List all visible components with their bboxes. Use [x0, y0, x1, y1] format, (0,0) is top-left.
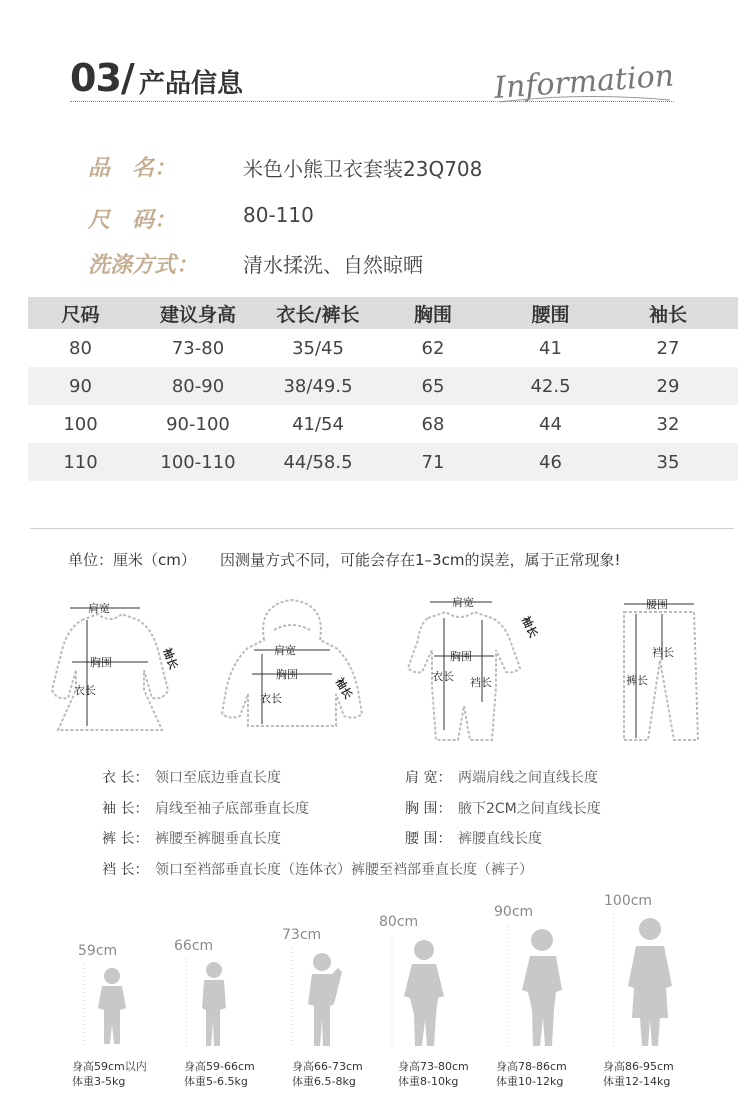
kid-silhouette-icon	[288, 948, 352, 1050]
table-cell: 71	[421, 451, 445, 473]
info-value-size: 80-110	[243, 203, 314, 227]
table-cell: 29	[656, 375, 680, 397]
kid-caption-weight: 体重6.5-8kg	[292, 1075, 356, 1088]
header-cell-length: 衣长/裤长	[276, 303, 360, 326]
table-row	[28, 367, 738, 405]
pants-diagram	[608, 590, 708, 750]
script-text: Information	[493, 58, 676, 106]
size-table	[28, 297, 738, 481]
table-cell: 73-80	[171, 337, 225, 359]
def-value: 领口至裆部垂直长度（连体衣）裤腰至裆部垂直长度（裤子）	[155, 862, 533, 878]
def-label: 衣 长：	[102, 770, 149, 786]
info-label-name: 品 名：	[88, 156, 177, 181]
def-value: 领口至底边垂直长度	[155, 770, 281, 786]
table-cell: 90-100	[166, 413, 230, 435]
def-value: 肩线至袖子底部垂直长度	[155, 801, 309, 817]
kid-caption-height: 身高78-86cm	[496, 1060, 567, 1073]
header-cell-waist: 腰围	[531, 303, 570, 326]
kid-height-label: 90cm	[494, 904, 534, 920]
error-note: 因测量方式不同，可能会存在1–3cm的误差，属于正常现象!	[220, 551, 621, 569]
dress-chest-label: 胸围	[90, 656, 112, 669]
info-value-name: 米色小熊卫衣套装23Q708	[243, 157, 483, 181]
romper-shoulder-label: 肩宽	[452, 596, 474, 609]
kid-height-label: 66cm	[174, 938, 214, 954]
kid-caption-height: 身高59-66cm	[184, 1060, 255, 1073]
def-label: 腰 围：	[405, 831, 452, 847]
kid-caption-weight: 体重8-10kg	[398, 1075, 459, 1088]
def-label: 裤 长：	[102, 831, 149, 847]
dress-sleeve-label: 袖长	[160, 646, 180, 672]
information-script	[490, 52, 680, 112]
def-value: 两端肩线之间直线长度	[458, 770, 598, 786]
table-cell: 100-110	[160, 451, 236, 473]
info-label-size: 尺 码：	[88, 208, 177, 233]
dress-length-label: 衣长	[74, 684, 96, 697]
pants-crotch-label: 裆长	[652, 646, 674, 659]
table-row	[28, 443, 738, 481]
kid-silhouette-icon	[610, 914, 684, 1050]
header-divider	[70, 101, 674, 102]
table-cell: 68	[421, 413, 445, 435]
table-cell: 65	[421, 375, 445, 397]
hoodie-sleeve-label: 袖长	[332, 675, 355, 702]
hoodie-diagram	[212, 590, 372, 740]
table-cell: 62	[421, 337, 445, 359]
kids-height-chart	[0, 890, 750, 1110]
kid-caption-height: 身高66-73cm	[292, 1060, 363, 1073]
table-cell: 38/49.5	[283, 375, 353, 397]
romper-crotch-label: 裆长	[470, 676, 492, 689]
hoodie-chest-label: 胸围	[276, 668, 298, 681]
info-value-wash: 清水揉洗、自然晾晒	[243, 253, 423, 277]
kid-caption-weight: 体重10-12kg	[496, 1075, 564, 1088]
table-cell: 46	[539, 451, 562, 473]
kid-height-label: 59cm	[78, 943, 118, 959]
def-label: 胸 围：	[405, 801, 452, 817]
romper-chest-label: 胸围	[450, 650, 472, 663]
unit-note: 单位：厘米（cm）	[68, 551, 196, 569]
kid-caption-weight: 体重12-14kg	[603, 1075, 671, 1088]
table-cell: 35	[656, 451, 680, 473]
dress-shoulder-label: 肩宽	[88, 602, 110, 615]
info-label-wash: 洗涤方式：	[88, 253, 199, 278]
kid-caption-height: 身高73-80cm	[398, 1060, 469, 1073]
hoodie-length-label: 衣长	[260, 692, 282, 705]
table-cell: 80	[69, 337, 92, 359]
def-label: 袖 长：	[102, 801, 149, 817]
header-cell-height: 建议身高	[159, 303, 236, 326]
table-cell: 100	[63, 413, 98, 435]
kid-silhouette-icon	[504, 926, 574, 1050]
def-value: 裤腰至裤腿垂直长度	[155, 831, 281, 847]
kid-caption-height: 身高59cm以内	[72, 1060, 147, 1073]
kid-silhouette-icon	[182, 958, 242, 1050]
pants-length-label: 裤长	[626, 674, 648, 687]
pants-waist-label: 腰围	[646, 598, 668, 611]
table-row	[28, 405, 738, 443]
table-cell: 41/54	[292, 413, 344, 435]
def-value: 腋下2CM之间直线长度	[458, 801, 601, 817]
kid-caption-height: 身高86-95cm	[603, 1060, 674, 1073]
def-label: 裆 长：	[102, 862, 149, 878]
table-row	[28, 329, 738, 367]
table-cell: 32	[656, 413, 680, 435]
table-cell: 41	[539, 337, 562, 359]
def-value: 裤腰直线长度	[458, 831, 542, 847]
section-divider	[30, 528, 734, 529]
header-cell-sleeve: 袖长	[648, 303, 687, 326]
kid-height-label: 73cm	[282, 927, 322, 943]
section-title: 产品信息	[139, 69, 244, 99]
header-cell-chest: 胸围	[413, 303, 452, 326]
section-number: 03/	[70, 56, 134, 100]
romper-length-label: 衣长	[432, 670, 454, 683]
header-cell-size: 尺码	[61, 303, 100, 326]
table-cell: 42.5	[530, 375, 571, 397]
size-table-header	[28, 297, 738, 329]
kid-caption-weight: 体重5-6.5kg	[184, 1075, 248, 1088]
kid-height-label: 100cm	[604, 893, 653, 909]
kid-silhouette-icon	[388, 936, 454, 1050]
table-cell: 44/58.5	[283, 451, 353, 473]
def-label: 肩 宽：	[405, 770, 452, 786]
hoodie-shoulder-label: 肩宽	[274, 644, 296, 657]
romper-sleeve-label: 袖长	[518, 614, 541, 640]
kid-height-label: 80cm	[379, 914, 419, 930]
table-cell: 35/45	[292, 337, 344, 359]
dress-diagram	[40, 590, 180, 740]
kid-caption-weight: 体重3-5kg	[72, 1075, 126, 1088]
table-cell: 80-90	[171, 375, 225, 397]
table-cell: 90	[69, 375, 92, 397]
kid-silhouette-icon	[80, 964, 140, 1050]
romper-diagram	[400, 590, 550, 750]
table-cell: 44	[539, 413, 562, 435]
table-cell: 110	[63, 451, 98, 473]
table-cell: 27	[656, 337, 680, 359]
